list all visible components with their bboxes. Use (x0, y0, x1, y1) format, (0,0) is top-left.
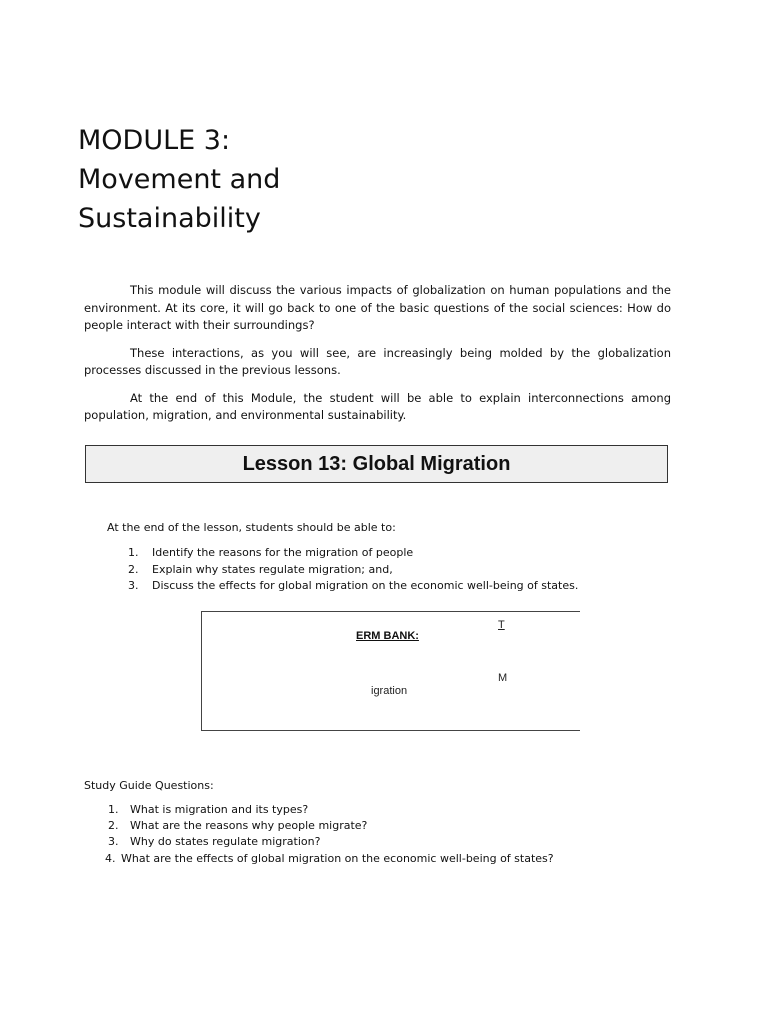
term-bank-fragment-t: T (498, 619, 505, 631)
list-number: 3. (128, 579, 139, 592)
term-bank-box (201, 611, 580, 731)
intro-paragraph: At the end of this Module, the student will be able to explain interconnections among population, migration, and environmental sustainability. (84, 390, 671, 422)
objective-text: Identify the reasons for the migration of people (152, 546, 414, 559)
term-bank-title: ERM BANK: (356, 630, 419, 642)
study-guide-question: What are the reasons why people migrate? (130, 819, 368, 833)
module-title-line-2: Movement and (78, 164, 281, 195)
study-guide-item (105, 851, 554, 867)
objective-item (128, 562, 578, 579)
study-guide-question: What is migration and its types? (130, 803, 309, 816)
term-bank-fragment-igration: igration (371, 685, 408, 697)
study-guide-item (108, 802, 554, 818)
module-title-line-1: MODULE 3: (78, 125, 231, 156)
intro-paragraph: This module will discuss the various impacts of globalization on human populations and the environment. At its core, it will go back to one of the basic questions of the social sciences: How do people interact with their surroundings? (84, 283, 671, 332)
list-number: 2. (128, 562, 139, 576)
objective-text: Discuss the effects for global migration on the economic well-being of states. (152, 579, 579, 592)
list-number: 1. (128, 546, 139, 559)
module-title (78, 121, 280, 238)
objective-text: Explain why states regulate migration; and, (152, 562, 393, 576)
study-guide-label: Study Guide Questions: (84, 779, 214, 792)
study-guide-question: What are the effects of global migration on the economic well-being of states? (121, 851, 554, 865)
study-guide-item (108, 818, 554, 834)
objective-item (128, 578, 578, 595)
lesson-title: Lesson 13: Global Migration (242, 452, 511, 475)
list-number: 1. (108, 803, 119, 816)
objectives-intro: At the end of the lesson, students should be able to: (107, 521, 396, 534)
module-introduction (84, 282, 671, 435)
module-title-line-3: Sustainability (78, 203, 261, 234)
lesson-title-box (85, 445, 668, 483)
objective-item (128, 545, 578, 562)
list-number: 3. (108, 835, 119, 849)
objectives-list (128, 545, 578, 595)
study-guide-list (105, 802, 554, 867)
term-bank-fragment-m: M (498, 672, 508, 684)
list-number: 2. (108, 819, 119, 833)
study-guide-item (108, 834, 554, 850)
list-number: 4. (105, 851, 116, 865)
intro-paragraph: These interactions, as you will see, are increasingly being molded by the globalization processes discussed in the previous lessons. (84, 345, 671, 377)
study-guide-question: Why do states regulate migration? (130, 835, 321, 849)
